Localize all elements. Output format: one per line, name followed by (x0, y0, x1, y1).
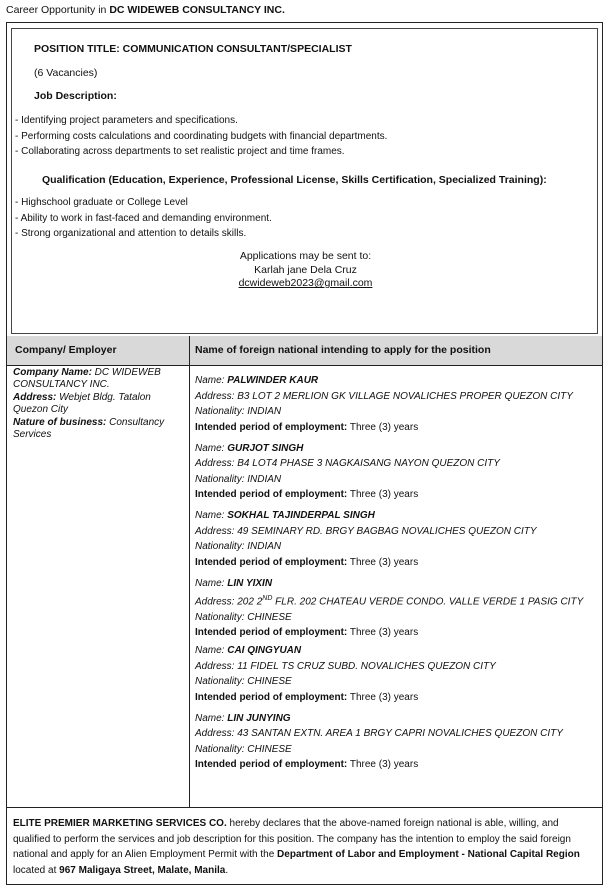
document-frame (6, 22, 603, 885)
national-name: LIN JUNYING (227, 712, 291, 724)
column-header-company: Company/ Employer (15, 344, 117, 356)
nationality-label: Nationality: (195, 676, 248, 687)
national-address: 49 SEMINARY RD. BRGY BAGBAG NOVALICHES QUEZON CITY (237, 525, 537, 537)
job-description-list (15, 113, 387, 160)
name-label: Name: (195, 442, 228, 454)
national-address: B4 LOT4 PHASE 3 NAGKAISANG NAYON QUEZON CITY (237, 458, 500, 469)
national-entry (195, 576, 595, 644)
vacancies: (6 Vacancies) (34, 67, 98, 79)
national-period: Three (3) years (349, 627, 419, 639)
national-name: CAI QINGYUAN (227, 645, 302, 656)
national-address: B3 LOT 2 MERLION GK VILLAGE NOVALICHES PROPER QUEZON CITY (237, 390, 573, 402)
contact-email-link[interactable]: dcwideweb2023@gmail.com (238, 277, 373, 289)
national-nationality: INDIAN (247, 473, 282, 485)
page-header (6, 4, 285, 16)
department-location: 967 Maligaya Street, Malate, Manila (59, 864, 226, 876)
address-label: Address: (195, 660, 238, 672)
position-section (7, 23, 602, 337)
declaration-text (13, 816, 597, 878)
declaration-located: located at (13, 864, 60, 876)
company-business-label: Nature of business: (13, 416, 107, 428)
company-address-label: Address: (13, 391, 57, 403)
national-period: Three (3) years (349, 759, 419, 770)
national-nationality: CHINESE (247, 611, 292, 623)
national-period: Three (3) years (349, 421, 419, 433)
company-name-label: Company Name: (13, 367, 92, 378)
nationality-label: Nationality: (195, 473, 248, 485)
declaration-body: hereby declares that the above-named foreign national is able, willing, and qualified to perform the services and job description for this position. The company has the intention to employ the said foreign national and apply for an Alien Employment Permit with the (13, 818, 571, 860)
column-divider (189, 336, 190, 807)
address-label: Address: (195, 728, 238, 739)
national-address-end: FLR. 202 CHATEAU VERDE CONDO. VALLE VERDE 1 PASIG CITY (272, 596, 584, 608)
national-entry (195, 373, 595, 441)
national-nationality: INDIAN (247, 406, 282, 417)
declaration-end: . (225, 864, 229, 876)
national-address-start: 202 2 (237, 596, 263, 608)
qualification-item: - Ability to work in fast-faced and demanding environment. (15, 211, 272, 227)
address-label: Address: (195, 390, 238, 402)
nationals-cell (195, 373, 595, 778)
name-label: Name: (195, 577, 228, 589)
period-label: Intended period of employment: (195, 421, 348, 433)
department-name: Department of Labor and Employment - National Capital Region (277, 849, 580, 860)
national-entry (195, 643, 595, 711)
table-header-row (7, 336, 602, 366)
national-entry (195, 508, 595, 576)
company-cell (13, 367, 185, 441)
address-label: Address: (195, 458, 238, 469)
national-name: PALWINDER KAUR (227, 375, 319, 386)
qualification-item: - Highschool graduate or College Level (15, 195, 272, 211)
period-label: Intended period of employment: (195, 759, 348, 770)
national-entry (195, 441, 595, 509)
job-description-item: - Collaborating across departments to set realistic project and time frames. (15, 144, 387, 160)
qualification-heading: Qualification (Education, Experience, Professional License, Skills Certification, Specialized Training): (42, 174, 547, 186)
qualification-list (15, 195, 272, 242)
contact-intro: Applications may be sent to: (239, 250, 372, 262)
national-nationality: INDIAN (247, 541, 282, 552)
company-business: Consultancy Services (13, 416, 165, 441)
period-label: Intended period of employment: (195, 691, 348, 703)
national-nationality: CHINESE (247, 743, 292, 755)
job-description-item: - Performing costs calculations and coordinating budgets with financial departments. (15, 129, 387, 145)
header-prefix: Career Opportunity in (6, 4, 110, 16)
name-label: Name: (195, 375, 228, 386)
position-box (11, 28, 598, 334)
national-address: 43 SANTAN EXTN. AREA 1 BRGY CAPRI NOVALICHES QUEZON CITY (237, 728, 563, 739)
address-label: Address: (195, 525, 238, 537)
national-address-ordinal: ND (262, 595, 273, 602)
job-description-item: - Identifying project parameters and specifications. (15, 113, 387, 129)
position-title: POSITION TITLE: COMMUNICATION CONSULTANT/SPECIALIST (34, 43, 352, 55)
job-description-heading: Job Description: (34, 90, 117, 102)
column-header-nationals: Name of foreign national intending to apply for the position (195, 344, 491, 356)
name-label: Name: (195, 645, 228, 656)
nationality-label: Nationality: (195, 611, 248, 623)
header-company: DC WIDEWEB CONSULTANCY INC. (109, 4, 285, 16)
national-entry (195, 711, 595, 779)
contact-name: Karlah jane Dela Cruz (254, 263, 357, 276)
declaration-section (7, 807, 602, 885)
contact-block (12, 250, 599, 291)
nationality-label: Nationality: (195, 743, 248, 755)
nationality-label: Nationality: (195, 541, 248, 552)
qualification-item: - Strong organizational and attention to details skills. (15, 226, 272, 242)
national-name: LIN YIXIN (227, 577, 273, 589)
address-label: Address: (195, 596, 238, 608)
national-period: Three (3) years (349, 489, 419, 500)
period-label: Intended period of employment: (195, 489, 348, 500)
period-label: Intended period of employment: (195, 627, 348, 639)
name-label: Name: (195, 510, 228, 521)
period-label: Intended period of employment: (195, 556, 348, 568)
nationality-label: Nationality: (195, 406, 248, 417)
national-period: Three (3) years (349, 691, 419, 703)
national-name: GURJOT SINGH (227, 442, 304, 454)
declaring-company: ELITE PREMIER MARKETING SERVICES CO. (13, 818, 227, 829)
name-label: Name: (195, 712, 228, 724)
company-address: Webjet Bldg. Tatalon Quezon City (13, 391, 151, 416)
national-name: SOKHAL TAJINDERPAL SINGH (227, 510, 375, 521)
national-address: 11 FIDEL TS CRUZ SUBD. NOVALICHES QUEZON CITY (237, 660, 496, 672)
company-name: DC WIDEWEB CONSULTANCY INC. (13, 367, 161, 391)
national-period: Three (3) years (349, 556, 419, 568)
national-nationality: CHINESE (247, 676, 292, 687)
